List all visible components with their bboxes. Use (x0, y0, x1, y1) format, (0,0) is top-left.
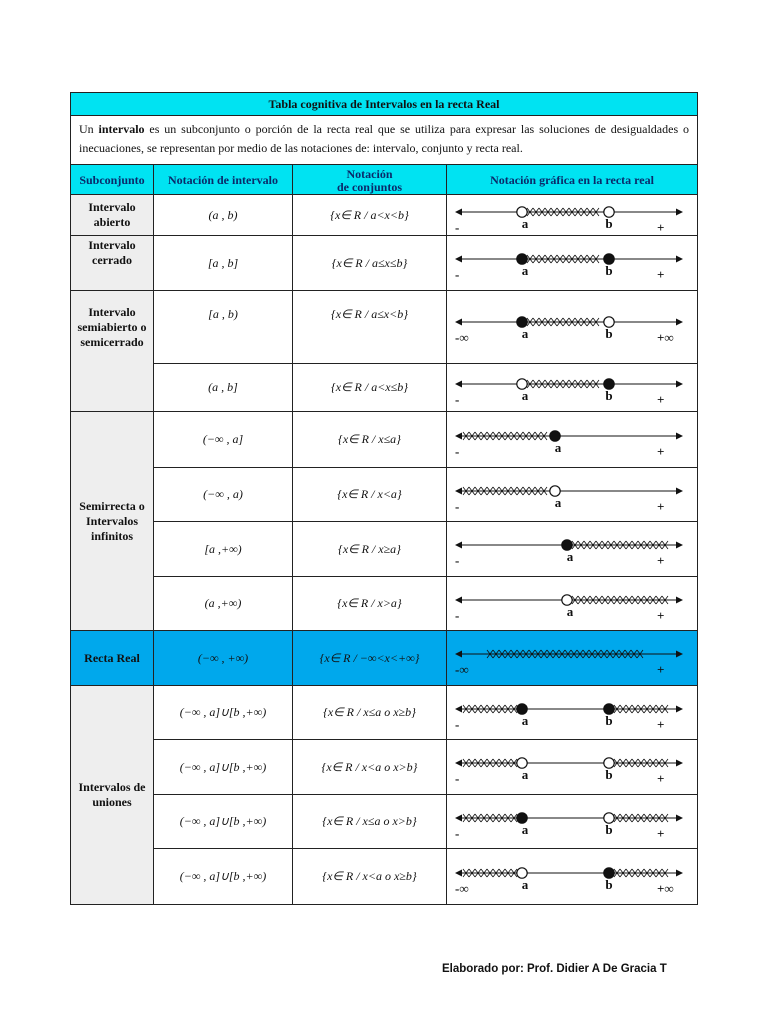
label-a: a (521, 325, 529, 341)
left-arrow (455, 705, 462, 712)
label-abierto: Intervalo abierto (71, 195, 154, 236)
number-line (447, 850, 697, 904)
number-line-cell (447, 740, 698, 795)
interval-notation: (−∞ , a) (154, 468, 293, 522)
set-notation: {x∈ R / x>a} (293, 577, 447, 631)
label-b: b (605, 216, 613, 231)
label-b: b (605, 876, 613, 892)
label-a: a (566, 603, 574, 619)
number-line-cell (447, 291, 698, 364)
set-notation: {x∈ R / −∞<x<+∞} (293, 631, 447, 686)
number-line-cell (447, 849, 698, 905)
right-arrow (676, 380, 683, 387)
number-line-cell (447, 631, 698, 686)
label-b: b (605, 766, 613, 782)
left-arrow (455, 487, 462, 494)
label-semirrecta: Semirrecta o Intervalos infinitos (71, 412, 154, 631)
table-row (71, 795, 698, 849)
right-arrow (676, 759, 683, 766)
label-b: b (605, 262, 613, 278)
interval-notation: [a ,+∞) (154, 522, 293, 577)
label-minus-infinity: -∞ (455, 880, 469, 896)
label-plus-infinity: + (657, 825, 665, 841)
label-a: a (554, 439, 562, 455)
set-notation: {x∈ R / a≤x≤b} (293, 236, 447, 291)
label-b: b (605, 821, 613, 837)
number-line (447, 237, 697, 290)
number-line (447, 796, 697, 848)
label-minus-infinity: - (455, 825, 460, 841)
label-minus-infinity: - (455, 770, 460, 786)
label-minus-infinity: - (455, 220, 460, 235)
label-plus-infinity: + (657, 220, 665, 235)
left-arrow (455, 209, 462, 216)
number-line (447, 365, 697, 411)
right-arrow (676, 869, 683, 876)
left-arrow (455, 869, 462, 876)
left-arrow (455, 318, 462, 325)
label-a: a (521, 821, 529, 837)
set-notation: {x∈ R / a<x≤b} (293, 364, 447, 412)
header-subconjunto: Subconjunto (71, 165, 154, 195)
set-notation: {x∈ R / x≤a o x≥b} (293, 686, 447, 740)
label-minus-infinity: - (455, 266, 460, 282)
interval-notation: (−∞ , a]∪[b ,+∞) (154, 849, 293, 905)
table-title: Tabla cognitiva de Intervalos en la recta Real (71, 93, 698, 116)
label-a: a (521, 766, 529, 782)
label-minus-infinity: - (455, 391, 460, 407)
label-a: a (566, 548, 574, 564)
number-line-cell (447, 795, 698, 849)
label-plus-infinity: + (657, 498, 665, 514)
label-plus-infinity: + (657, 607, 665, 623)
label-plus-infinity: + (657, 552, 665, 568)
label-plus-infinity: + (657, 661, 665, 677)
label-plus-infinity: + (657, 391, 665, 407)
table-row (71, 236, 698, 291)
left-arrow (455, 255, 462, 262)
set-notation: {x∈ R / x≤a o x>b} (293, 795, 447, 849)
left-arrow (455, 432, 462, 439)
right-arrow (676, 541, 683, 548)
right-arrow (676, 432, 683, 439)
label-plus-infinity: +∞ (657, 329, 674, 345)
label-minus-infinity: - (455, 552, 460, 568)
interval-notation: (−∞ , a]∪[b ,+∞) (154, 686, 293, 740)
label-minus-infinity: - (455, 716, 460, 732)
number-line-cell (447, 195, 698, 236)
table-row (71, 468, 698, 522)
label-a: a (521, 387, 529, 403)
table-row (71, 195, 698, 236)
number-line (447, 687, 697, 739)
header-set-notation (293, 165, 447, 195)
left-arrow (455, 380, 462, 387)
label-semiabierto: Intervalo semiabierto o semicerrado (71, 291, 154, 412)
set-notation: {x∈ R / a≤x<b} (293, 291, 447, 364)
right-arrow (676, 596, 683, 603)
left-arrow (455, 596, 462, 603)
intro-term: intervalo (98, 122, 145, 136)
table-row (71, 631, 698, 686)
left-arrow (455, 650, 462, 657)
right-arrow (676, 318, 683, 325)
label-plus-infinity: + (657, 443, 665, 459)
number-line (447, 469, 697, 521)
label-a: a (521, 876, 529, 892)
label-plus-infinity: + (657, 770, 665, 786)
table-row (71, 522, 698, 577)
label-plus-infinity: + (657, 716, 665, 732)
label-minus-infinity: - (455, 443, 460, 459)
number-line (447, 632, 697, 685)
interval-notation: [a , b) (154, 291, 293, 364)
right-arrow (676, 705, 683, 712)
interval-notation: (a , b] (154, 364, 293, 412)
interval-notation: (a ,+∞) (154, 577, 293, 631)
set-notation: {x∈ R / x<a o x≥b} (293, 849, 447, 905)
label-a: a (554, 494, 562, 510)
set-notation: {x∈ R / x≤a} (293, 412, 447, 468)
number-line (447, 292, 697, 363)
label-minus-infinity: - (455, 498, 460, 514)
interval-notation: [a , b] (154, 236, 293, 291)
intro-lead: Un (79, 122, 99, 136)
number-line-cell (447, 236, 698, 291)
number-line-cell (447, 412, 698, 468)
set-notation: {x∈ R / x<a o x>b} (293, 740, 447, 795)
label-uniones: Intervalos de uniones (71, 686, 154, 905)
number-line (447, 578, 697, 630)
label-b: b (605, 387, 613, 403)
footer-credit: Elaborado por: Prof. Didier A De Gracia T (442, 963, 667, 975)
table-row (71, 577, 698, 631)
number-line (447, 413, 697, 467)
intro-paragraph (71, 116, 698, 165)
label-minus-infinity: -∞ (455, 329, 469, 345)
label-plus-infinity: +∞ (657, 880, 674, 896)
label-recta-real: Recta Real (71, 631, 154, 686)
label-minus-infinity: -∞ (455, 661, 469, 677)
number-line (447, 523, 697, 576)
number-line-cell (447, 522, 698, 577)
left-arrow (455, 541, 462, 548)
header-set-line1: Notación (346, 166, 393, 181)
number-line-cell (447, 468, 698, 522)
number-line-cell (447, 577, 698, 631)
label-plus-infinity: + (657, 266, 665, 282)
label-a: a (521, 262, 529, 278)
right-arrow (676, 209, 683, 216)
right-arrow (676, 255, 683, 262)
header-interval-notation: Notación de intervalo (154, 165, 293, 195)
label-b: b (605, 325, 613, 341)
interval-notation: (−∞ , a]∪[b ,+∞) (154, 740, 293, 795)
right-arrow (676, 487, 683, 494)
interval-notation: (a , b) (154, 195, 293, 236)
table-row (71, 740, 698, 795)
set-notation: {x∈ R / a<x<b} (293, 195, 447, 236)
table-row (71, 291, 698, 364)
label-a: a (521, 712, 529, 728)
set-notation: {x∈ R / x≥a} (293, 522, 447, 577)
header-graph-notation: Notación gráfica en la recta real (447, 165, 698, 195)
header-set-line2: de conjuntos (336, 179, 402, 194)
label-minus-infinity: - (455, 607, 460, 623)
number-line (447, 741, 697, 794)
number-line-cell (447, 686, 698, 740)
intro-rest: es un subconjunto o porción de la recta real que se utiliza para expresar las soluciones de desigualdades o inecuaciones, se representan por medio de las notaciones de: intervalo, conjunto y recta real. (79, 122, 689, 155)
label-b: b (605, 712, 613, 728)
interval-notation: (−∞ , a]∪[b ,+∞) (154, 795, 293, 849)
number-line-cell (447, 364, 698, 412)
number-line (447, 195, 697, 235)
label-cerrado: Intervalo cerrado (71, 236, 154, 291)
interval-notation: (−∞ , +∞) (154, 631, 293, 686)
set-notation: {x∈ R / x<a} (293, 468, 447, 522)
table-row (71, 686, 698, 740)
left-arrow (455, 814, 462, 821)
table-row (71, 849, 698, 905)
left-arrow (455, 759, 462, 766)
table-row (71, 364, 698, 412)
interval-notation: (−∞ , a] (154, 412, 293, 468)
table-row (71, 412, 698, 468)
interval-table (70, 92, 698, 905)
right-arrow (676, 650, 683, 657)
label-a: a (521, 216, 529, 231)
right-arrow (676, 814, 683, 821)
